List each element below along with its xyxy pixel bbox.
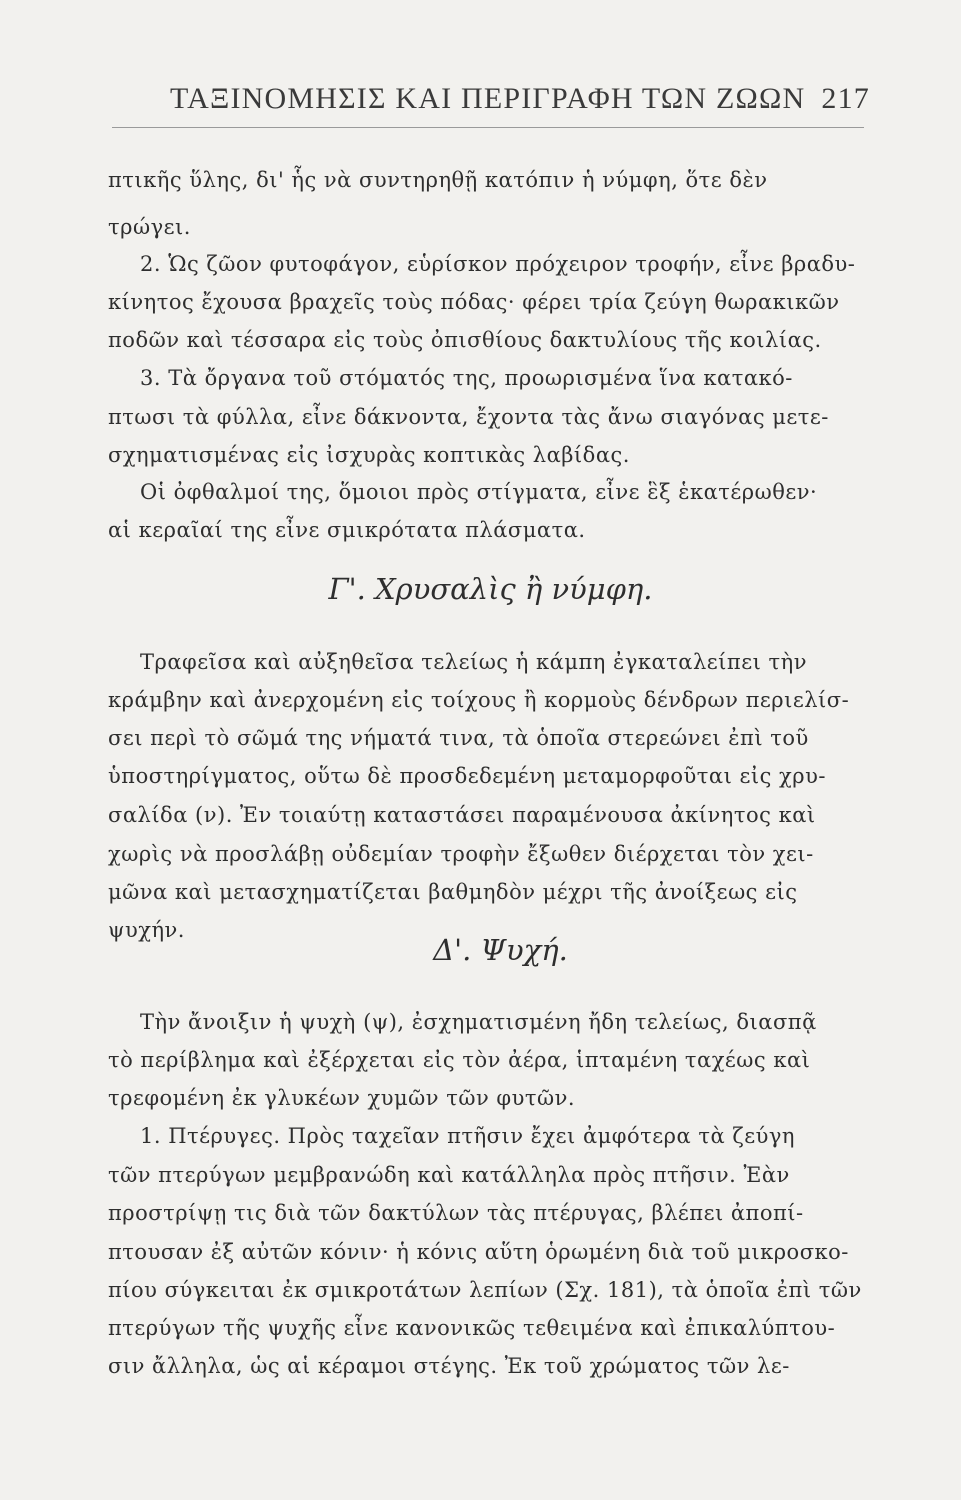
text-line: ποδῶν καὶ τέσσαρα εἰς τοὺς ὀπισθίους δακτυλίους τῆς κοιλίας. [108, 328, 822, 352]
text-line: 2. Ὡς ζῶον φυτοφάγον, εὑρίσκον πρόχειρον τροφήν, εἶνε βραδυ- [140, 252, 856, 276]
text-line: πτερύγων τῆς ψυχῆς εἶνε κανονικῶς τεθειμένα καὶ ἐπικαλύπτου- [108, 1316, 836, 1340]
text-line: μῶνα καὶ μετασχηματίζεται βαθμηδὸν μέχρι τῆς ἀνοίξεως εἰς [108, 880, 798, 904]
running-title: ΤΑΞΙΝΟΜΗΣΙΣ ΚΑΙ ΠΕΡΙΓΡΑΦΗ ΤΩΝ ΖΩΩΝ [170, 82, 806, 115]
text-line: προστρίψῃ τις διὰ τῶν δακτύλων τὰς πτέρυγας, βλέπει ἀποπί- [108, 1201, 804, 1225]
text-line: κίνητος ἔχουσα βραχεῖς τοὺς πόδας· φέρει τρία ζεύγη θωρακικῶν [108, 290, 840, 314]
text-line: τὸ περίβλημα καὶ ἐξέρχεται εἰς τὸν ἀέρα, ἱπταμένη ταχέως καὶ [108, 1048, 811, 1072]
section-heading-psyche: Δ'. Ψυχή. [433, 933, 568, 967]
text-line: τρώγει. [108, 215, 191, 239]
text-line: Τραφεῖσα καὶ αὐξηθεῖσα τελείως ἡ κάμπη ἐγκαταλείπει τὴν [140, 650, 807, 674]
text-line: κράμβην καὶ ἀνερχομένη εἰς τοίχους ἢ κορμοὺς δένδρων περιελίσ- [108, 688, 850, 712]
text-line: σαλίδα (ν). Ἐν τοιαύτῃ καταστάσει παραμένουσα ἀκίνητος καὶ [108, 803, 816, 827]
text-line: σχηματισμένας εἰς ἰσχυρὰς κοπτικὰς λαβίδας. [108, 443, 630, 467]
text-line: σιν ἄλληλα, ὡς αἱ κέραμοι στέγης. Ἐκ τοῦ χρώματος τῶν λε- [108, 1354, 790, 1378]
text-line: σει περὶ τὸ σῶμά της νήματά τινα, τὰ ὁποῖα στερεώνει ἐπὶ τοῦ [108, 726, 809, 750]
page-number: 217 [821, 82, 870, 115]
text-line: τῶν πτερύγων μεμβρανώδη καὶ κατάλληλα πρὸς πτῆσιν. Ἐὰν [108, 1163, 790, 1187]
text-line: πτουσαν ἐξ αὐτῶν κόνιν· ἡ κόνις αὕτη ὁρωμένη διὰ τοῦ μικροσκο- [108, 1240, 849, 1264]
text-line: 3. Τὰ ὄργανα τοῦ στόματός της, προωρισμένα ἵνα κατακό- [140, 366, 793, 390]
header-rule [112, 127, 864, 128]
text-line: πίου σύγκειται ἐκ σμικροτάτων λεπίων (Σχ. 181), τὰ ὁποῖα ἐπὶ τῶν [108, 1278, 862, 1302]
text-line: ψυχήν. [108, 918, 185, 942]
text-line: χωρὶς νὰ προσλάβῃ οὐδεμίαν τροφὴν ἔξωθεν διέρχεται τὸν χει- [108, 842, 814, 866]
text-line: πτικῆς ὕλης, δι' ἧς νὰ συντηρηθῇ κατόπιν ἡ νύμφη, ὅτε δὲν [108, 168, 768, 192]
text-line: Οἱ ὀφθαλμοί της, ὅμοιοι πρὸς στίγματα, εἶνε ἓξ ἑκατέρωθεν· [140, 480, 818, 504]
text-line: ὑποστηρίγματος, οὕτω δὲ προσδεδεμένη μεταμορφοῦται εἰς χρυ- [108, 764, 826, 788]
text-line: αἱ κεραῖαί της εἶνε σμικρότατα πλάσματα. [108, 518, 586, 542]
text-line: 1. Πτέρυγες. Πρὸς ταχεῖαν πτῆσιν ἔχει ἀμφότερα τὰ ζεύγη [140, 1124, 795, 1148]
section-heading-chrysalis: Γ'. Χρυσαλὶς ἢ νύμφη. [328, 572, 653, 606]
text-line: Τὴν ἄνοιξιν ἡ ψυχὴ (ψ), ἐσχηματισμένη ἤδη τελείως, διασπᾷ [140, 1010, 817, 1034]
text-line: τρεφομένη ἐκ γλυκέων χυμῶν τῶν φυτῶν. [108, 1086, 576, 1110]
text-line: πτωσι τὰ φύλλα, εἶνε δάκνοντα, ἔχοντα τὰς ἄνω σιαγόνας μετε- [108, 405, 829, 429]
